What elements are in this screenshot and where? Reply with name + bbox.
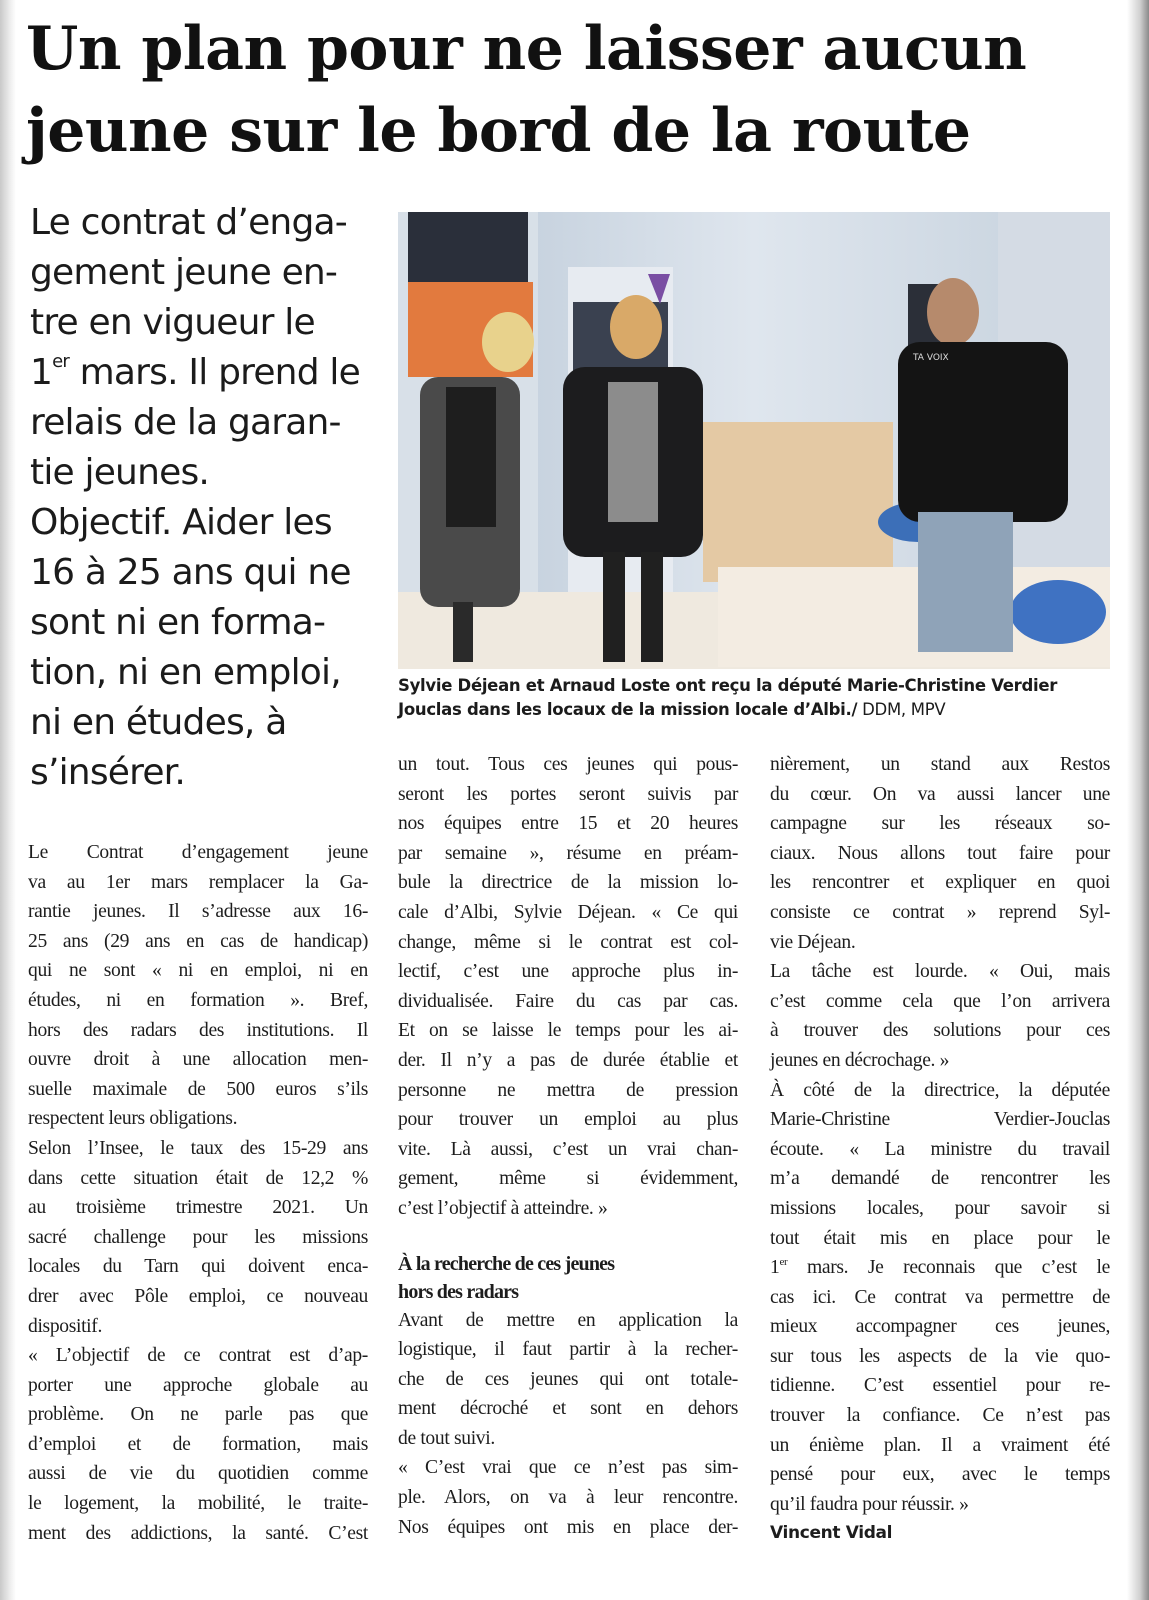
text-line: mieux accompagner ces jeunes, xyxy=(770,1316,1110,1338)
text-line: écoute. « La ministre du travail xyxy=(770,1138,1110,1160)
column-3-text xyxy=(770,750,1110,1519)
column-2-part-1 xyxy=(398,750,738,1224)
lead-paragraph xyxy=(30,198,375,798)
text-line: jeunes en décrochage. » xyxy=(770,1049,950,1071)
text-line: dispositif. xyxy=(28,1315,102,1337)
text-line: c’est comme cela que l’on arrivera xyxy=(770,990,1110,1012)
text-line: dividualisée. Faire du cas par cas. xyxy=(398,990,738,1012)
text-line: 25 ans (29 ans en cas de handicap) xyxy=(28,930,368,952)
author-signature: Vincent Vidal xyxy=(770,1523,893,1544)
photo-caption xyxy=(398,674,1118,722)
text-line: ple. Alors, on va à leur rencontre. xyxy=(398,1487,738,1509)
text-line: Et on se laisse le temps pour les ai- xyxy=(398,1020,738,1042)
text-line: change, même si le contrat est col- xyxy=(398,931,738,953)
column-2-part-2 xyxy=(398,1306,738,1543)
text-line: vie Déjean. xyxy=(770,931,856,953)
lead-line: ni en études, à xyxy=(30,702,287,743)
article-photo xyxy=(398,212,1110,669)
ordinal-suffix: er xyxy=(779,1256,788,1269)
text-line: cale d’Albi, Sylvie Déjean. « Ce qui xyxy=(398,901,738,923)
text-line: locales du Tarn qui doivent enca- xyxy=(28,1256,368,1278)
text-line: c’est l’objectif à atteindre. » xyxy=(398,1197,608,1219)
text-line: vite. Là aussi, c’est un vrai chan- xyxy=(398,1138,738,1160)
text-line: missions locales, pour savoir si xyxy=(770,1197,1110,1219)
lead-line: relais de la garan- xyxy=(30,402,341,443)
page-edge-left xyxy=(0,0,16,1600)
text-line: aussi de vie du quotidien comme xyxy=(28,1463,368,1485)
subheading-line-2: hors des radars xyxy=(398,1280,519,1303)
ordinal-number: 1 xyxy=(30,352,53,393)
lead-line: gement jeune en- xyxy=(30,252,338,293)
ordinal-suffix: er xyxy=(52,351,69,372)
subheading-line-1: À la recherche de ces jeunes xyxy=(398,1252,615,1275)
text-line: les rencontrer et expliquer en quoi xyxy=(770,872,1110,894)
text-line: qu’il faudra pour réussir. » xyxy=(770,1493,969,1515)
article-column-3 xyxy=(770,750,1110,1548)
text-line: problème. On ne parle pas que xyxy=(28,1404,368,1426)
text-line: ouvre droit à une allocation men- xyxy=(28,1049,368,1071)
text-line: che de ces jeunes qui ont totale- xyxy=(398,1368,738,1390)
text-line: ciaux. Nous allons tout faire pour xyxy=(770,842,1110,864)
text-line: Nos équipes ont mis en place der- xyxy=(398,1516,738,1538)
text-line: suelle maximale de 500 euros s’ils xyxy=(28,1078,368,1100)
text-line: dans cette situation était de 12,2 % xyxy=(28,1167,368,1189)
text-line: tout était mis en place pour le xyxy=(770,1227,1110,1249)
text-line: tidienne. C’est essentiel pour re- xyxy=(770,1375,1110,1397)
subhead-spacer xyxy=(398,1224,738,1250)
text-line: À côté de la directrice, la députée xyxy=(770,1079,1110,1101)
photo-credit: DDM, MPV xyxy=(857,700,946,719)
text-line: d’emploi et de formation, mais xyxy=(28,1433,368,1455)
text-line: un énième plan. Il a vraiment été xyxy=(770,1434,1110,1456)
text-line: trouver la confiance. Ce n’est pas xyxy=(770,1405,1110,1427)
text-line: gement, même si évidemment, xyxy=(398,1168,738,1190)
lead-line: sont ni en forma- xyxy=(30,602,326,643)
text-line: va au 1er mars remplacer la Ga- xyxy=(28,871,368,893)
poster-text: TA VOIX xyxy=(913,353,949,363)
text-line: cas ici. Ce contrat va permettre de xyxy=(770,1286,1110,1308)
text-line: rantie jeunes. Il s’adresse aux 16- xyxy=(28,901,368,923)
text-line: respectent leurs obligations. xyxy=(28,1108,238,1130)
article-column-2 xyxy=(398,750,738,1542)
headline-line-2: jeune sur le bord de la route xyxy=(26,96,971,166)
text-line: logistique, il faut partir à la recher- xyxy=(398,1339,738,1361)
text-line: hors des radars des institutions. Il xyxy=(28,1019,368,1041)
text-line: La tâche est lourde. « Oui, mais xyxy=(770,961,1110,983)
text-line: du cœur. On va aussi lancer une xyxy=(770,783,1110,805)
text-line: Selon l’Insee, le taux des 15-29 ans xyxy=(28,1137,368,1159)
lead-line: tie jeunes. xyxy=(30,452,210,493)
text-line: nos équipes entre 15 et 20 heures xyxy=(398,813,738,835)
headline-line-1: Un plan pour ne laisser aucun xyxy=(26,14,1027,84)
text-line: ment décroché et sont en dehors xyxy=(398,1398,738,1420)
subheading xyxy=(398,1250,738,1306)
ordinal-number: 1 xyxy=(770,1257,780,1279)
text-line: nièrement, un stand aux Restos xyxy=(770,754,1110,775)
text-line: « L’objectif de ce contrat est d’ap- xyxy=(28,1345,368,1367)
text-line: m’a demandé de rencontrer les xyxy=(770,1168,1110,1190)
text-line: à trouver des solutions pour ces xyxy=(770,1020,1110,1042)
text-line: « C’est vrai que ce n’est pas sim- xyxy=(398,1457,738,1479)
line-rest: mars. Je reconnais que c’est le xyxy=(787,1257,1110,1279)
text-line xyxy=(770,1253,1110,1283)
text-line: drer avec Pôle emploi, ce nouveau xyxy=(28,1285,368,1307)
article-column-1 xyxy=(28,838,368,1548)
text-line: études, ni en formation ». Bref, xyxy=(28,989,368,1011)
text-line: sacré challenge pour les missions xyxy=(28,1226,368,1248)
text-line: au troisième trimestre 2021. Un xyxy=(28,1197,368,1219)
headline xyxy=(26,8,1116,172)
text-line: de tout suivi. xyxy=(398,1427,495,1449)
text-line: personne ne mettra de pression xyxy=(398,1079,738,1101)
text-line: le logement, la mobilité, le traite- xyxy=(28,1493,368,1515)
lead-line: tre en vigueur le xyxy=(30,302,315,343)
text-line: bule la directrice de la mission lo- xyxy=(398,872,738,894)
text-line: pour trouver un emploi au plus xyxy=(398,1109,738,1131)
text-line: Avant de mettre en application la xyxy=(398,1309,738,1331)
text-line: un tout. Tous ces jeunes qui pous- xyxy=(398,754,738,775)
text-line: Marie-Christine Verdier-Jouclas xyxy=(770,1109,1110,1131)
text-line: campagne sur les réseaux so- xyxy=(770,813,1110,835)
lead-line: Objectif. Aider les xyxy=(30,502,332,543)
text-line: qui ne sont « ni en emploi, ni en xyxy=(28,960,368,982)
photo-illustration xyxy=(398,212,1110,669)
text-line: ment des addictions, la santé. C’est xyxy=(28,1522,368,1544)
text-line: sur tous les aspects de la vie quo- xyxy=(770,1345,1110,1367)
line-rest: mars. Il prend le xyxy=(68,352,360,393)
text-line: lectif, c’est une approche plus in- xyxy=(398,961,738,983)
lead-line: s’insérer. xyxy=(30,752,186,793)
caption-text: Sylvie Déjean et Arnaud Loste ont reçu la député Marie-Christine Verdier Jouclas dans les locaux de la mission locale d’Albi./ xyxy=(398,676,1058,719)
text-line: par semaine », résume en préam- xyxy=(398,842,738,864)
text-line: Le Contrat d’engagement jeune xyxy=(28,842,368,863)
text-line: consiste ce contrat » reprend Syl- xyxy=(770,901,1110,923)
text-line: der. Il n’y a pas de durée établie et xyxy=(398,1049,738,1071)
text-line: seront les portes seront suivis par xyxy=(398,783,738,805)
lead-line: tion, ni en emploi, xyxy=(30,652,341,693)
text-line: pensé pour eux, avec le temps xyxy=(770,1464,1110,1486)
lead-line: Le contrat d’enga- xyxy=(30,202,347,243)
page-edge-right xyxy=(1127,0,1149,1600)
text-line: porter une approche globale au xyxy=(28,1374,368,1396)
lead-line: 16 à 25 ans qui ne xyxy=(30,552,351,593)
lead-line xyxy=(30,348,375,398)
